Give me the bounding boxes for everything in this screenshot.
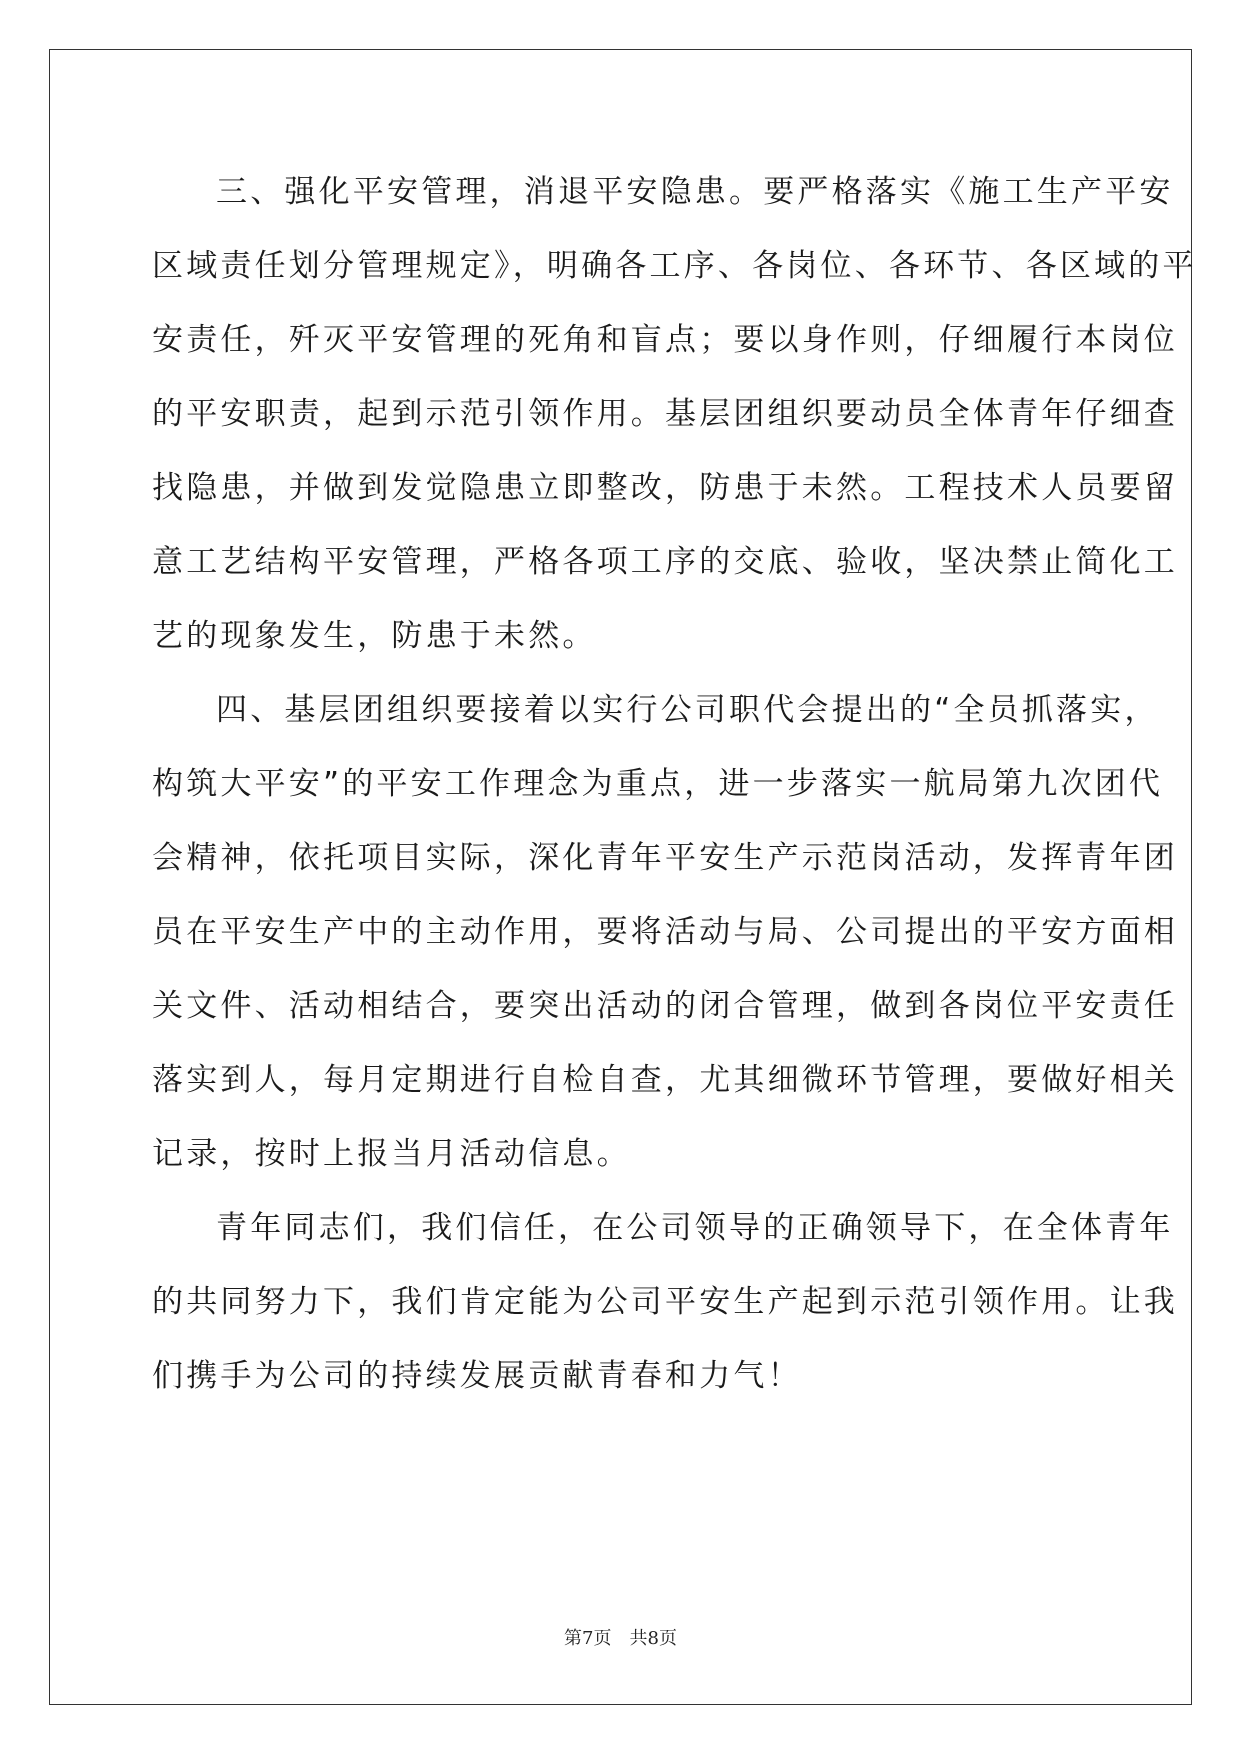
- paragraph-3: [152, 155, 1197, 673]
- text-line: 关文件、活动相结合，要突出活动的闭合管理，做到各岗位平安责任: [152, 988, 1178, 1024]
- text-line: 会精神，依托项目实际，深化青年平安生产示范岗活动，发挥青年团: [152, 840, 1178, 876]
- page-number-current: 第7页: [564, 1628, 612, 1649]
- document-body: [152, 155, 1197, 1413]
- text-line: 的共同努力下，我们肯定能为公司平安生产起到示范引领作用。让我: [152, 1284, 1178, 1320]
- page-number-total: 共8页: [629, 1628, 677, 1649]
- text-line: 的平安职责，起到示范引领作用。基层团组织要动员全体青年仔细查: [152, 396, 1178, 432]
- text-line: 意工艺结构平安管理，严格各项工序的交底、验收，坚决禁止简化工: [152, 544, 1178, 580]
- text-line: 区域责任划分管理规定》，明确各工序、各岗位、各环节、各区域的平: [152, 248, 1197, 284]
- paragraph-4: [152, 673, 1178, 1191]
- text-line: 艺的现象发生，防患于未然。: [152, 618, 597, 654]
- text-line: 三、强化平安管理，消退平安隐患。要严格落实《施工生产平安: [216, 174, 1174, 210]
- text-line: 青年同志们，我们信任，在公司领导的正确领导下，在全体青年: [216, 1210, 1174, 1246]
- text-line: 记录，按时上报当月活动信息。: [152, 1136, 631, 1172]
- text-line: 找隐患，并做到发觉隐患立即整改，防患于未然。工程技术人员要留: [152, 470, 1178, 506]
- paragraph-closing: [152, 1191, 1178, 1413]
- page-footer: [0, 1624, 1241, 1650]
- text-line: 构筑大平安”的平安工作理念为重点，进一步落实一航局第九次团代: [152, 766, 1164, 802]
- text-line: 们携手为公司的持续发展贡献青春和力气！: [152, 1358, 802, 1394]
- text-line: 安责任，歼灭平安管理的死角和盲点；要以身作则，仔细履行本岗位: [152, 322, 1178, 358]
- text-line: 员在平安生产中的主动作用，要将活动与局、公司提出的平安方面相: [152, 914, 1178, 950]
- text-line: 落实到人，每月定期进行自检自查，尤其细微环节管理，要做好相关: [152, 1062, 1178, 1098]
- text-line: 四、基层团组织要接着以实行公司职代会提出的“全员抓落实，: [216, 692, 1159, 728]
